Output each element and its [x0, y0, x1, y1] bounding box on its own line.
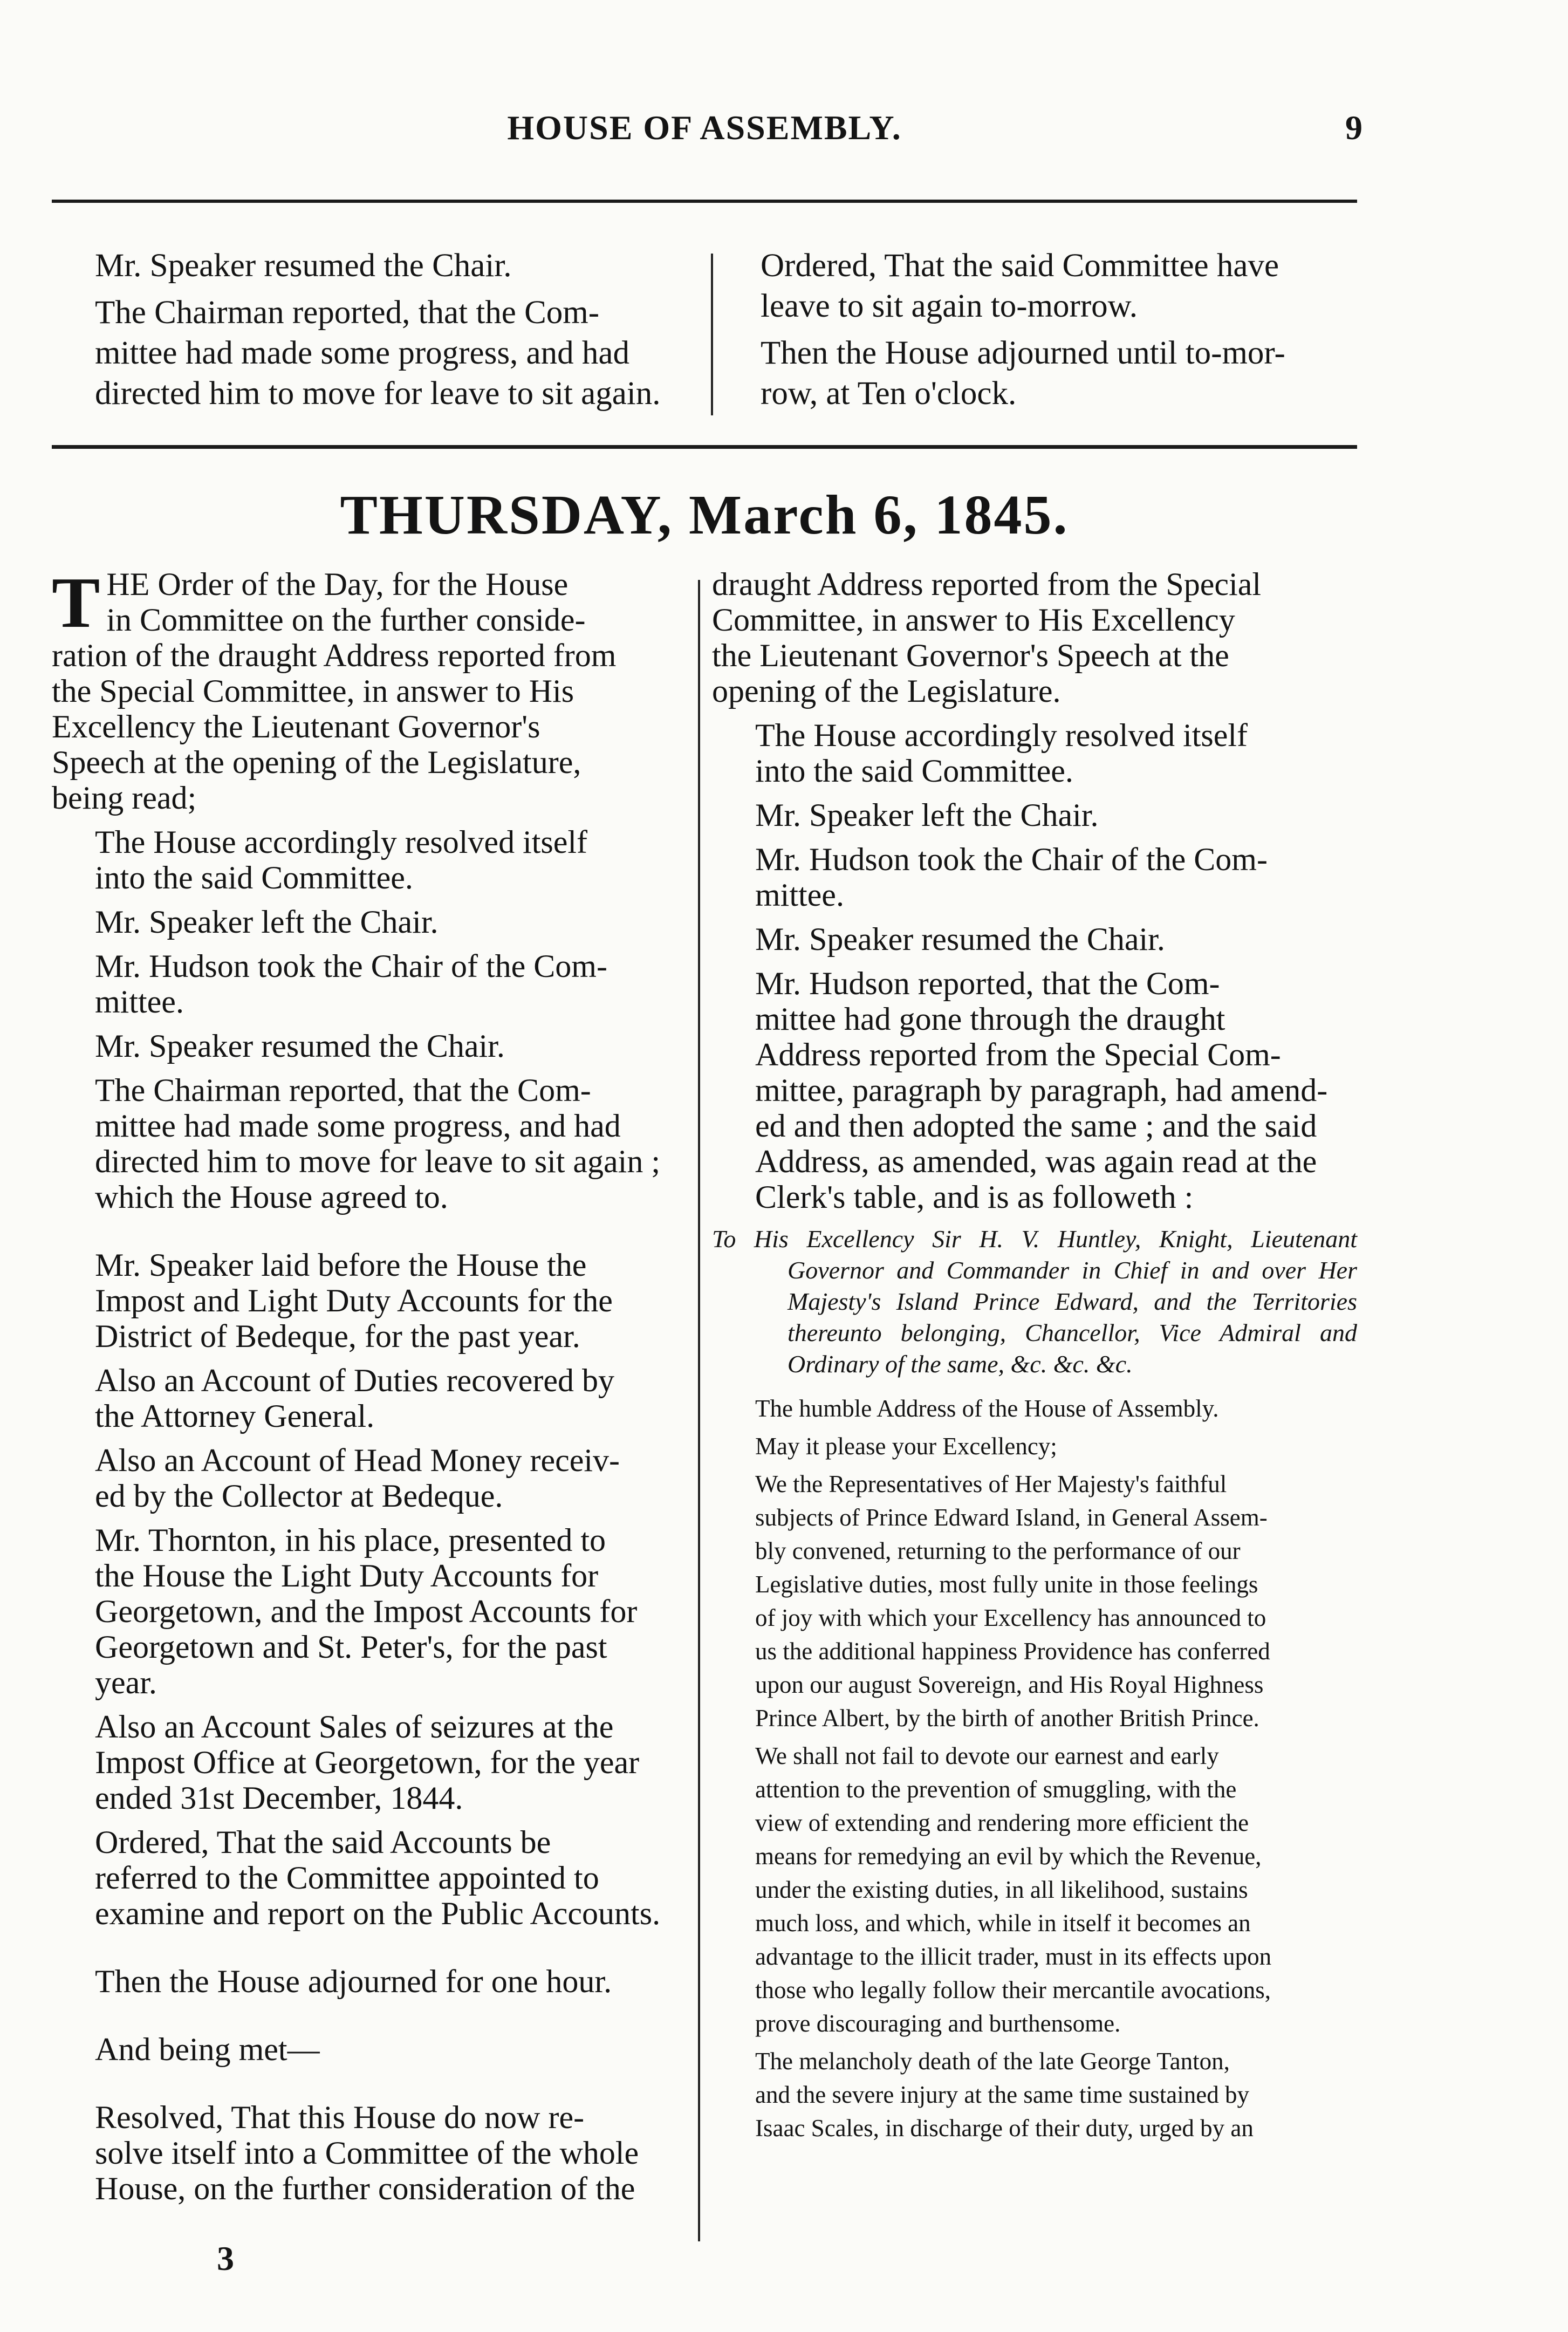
text-line: directed him to move for leave to sit again ; — [95, 1144, 661, 1179]
text-line: Mr. Thornton, in his place, presented to — [95, 1522, 606, 1558]
text-line: Excellency the Lieutenant Governor's — [52, 709, 540, 744]
text-line: Mr. Hudson reported, that the Com- — [755, 966, 1220, 1001]
paragraph — [712, 566, 1357, 709]
text-line: And being met— — [95, 2032, 320, 2067]
text-line: House, on the further consideration of the — [95, 2171, 635, 2206]
text-line: District of Bedeque, for the past year. — [95, 1318, 580, 1354]
text-line: The House accordingly resolved itself — [95, 824, 588, 860]
paragraph — [52, 1028, 691, 1064]
text-line: advantage to the illicit trader, must in its effects upon — [755, 1943, 1272, 1970]
paragraph — [52, 948, 691, 1020]
address-paragraph — [712, 1739, 1357, 2040]
text-line: Impost Office at Georgetown, for the year — [95, 1745, 640, 1780]
text-line: mittee. — [755, 877, 844, 913]
text-line: mittee, paragraph by paragraph, had amend- — [755, 1072, 1328, 1108]
text-line: and the severe injury at the same time sustained by — [755, 2081, 1249, 2108]
text-line: those who legally follow their mercantile avocations, — [755, 1977, 1271, 2003]
text-line: Ordered, That the said Committee have — [761, 248, 1279, 284]
text-line: means for remedying an evil by which the Revenue, — [755, 1843, 1262, 1870]
address-paragraph — [712, 1467, 1357, 1735]
text-line: Mr. Speaker left the Chair. — [755, 797, 1099, 833]
text-line: Mr. Speaker left the Chair. — [95, 904, 439, 940]
text-line: directed him to move for leave to sit again. — [95, 375, 661, 412]
text-line: subjects of Prince Edward Island, in General Assem- — [755, 1504, 1268, 1531]
text-line: Mr. Speaker resumed the Chair. — [95, 1028, 505, 1064]
text-line: solve itself into a Committee of the whole — [95, 2135, 639, 2171]
paragraph — [52, 245, 710, 286]
text-line: Speech at the opening of the Legislature, — [52, 744, 581, 780]
text-line: opening of the Legislature. — [712, 673, 1061, 709]
text-line: much loss, and which, while in itself it becomes an — [755, 1910, 1251, 1937]
text-line: prove discouraging and burthensome. — [755, 2010, 1121, 2037]
text-line: Georgetown and St. Peter's, for the past — [95, 1629, 607, 1665]
text-line: Mr. Hudson took the Chair of the Com- — [95, 948, 607, 984]
text-line: Legislative duties, most fully unite in those feelings — [755, 1571, 1258, 1598]
paragraph — [52, 2100, 691, 2206]
text-line: being read; — [52, 780, 197, 816]
paragraph — [52, 1964, 691, 1999]
address-body — [712, 1392, 1357, 2145]
text-line: in Committee on the further conside- — [106, 602, 586, 638]
paragraph — [712, 921, 1357, 957]
text-line: We shall not fail to devote our earnest and early — [755, 1742, 1219, 1769]
text-line: Committee, in answer to His Excellency — [712, 602, 1235, 638]
text-line: Resolved, That this House do now re- — [95, 2100, 585, 2135]
text-line: mittee had made some progress, and had — [95, 1108, 621, 1144]
text-line: Also an Account of Duties recovered by — [95, 1363, 615, 1398]
text-line: Georgetown, and the Impost Accounts for — [95, 1594, 638, 1629]
section-rule — [52, 445, 1357, 449]
text-line: The House accordingly resolved itself — [755, 717, 1248, 753]
text-line: draught Address reported from the Special — [712, 566, 1262, 602]
text-line: the Lieutenant Governor's Speech at the — [712, 638, 1229, 673]
text-line: which the House agreed to. — [95, 1179, 448, 1215]
text-line: bly convened, returning to the performance of our — [755, 1537, 1241, 1564]
paragraph — [717, 333, 1357, 414]
paragraph — [717, 245, 1357, 326]
text-line: Mr. Speaker resumed the Chair. — [755, 921, 1165, 957]
text-line: ration of the draught Address reported from — [52, 638, 617, 673]
paragraph — [52, 1709, 691, 1816]
text-line: Then the House adjourned for one hour. — [95, 1964, 612, 1999]
text-line: We the Representatives of Her Majesty's faithful — [755, 1471, 1227, 1497]
text-line: Prince Albert, by the birth of another British Prince. — [755, 1705, 1259, 1732]
text-line: of joy with which your Excellency has announced to — [755, 1604, 1266, 1631]
previous-day-right-column — [717, 245, 1357, 420]
drop-cap: T — [52, 563, 100, 642]
paragraph — [52, 1442, 691, 1514]
text-line: into the said Committee. — [755, 753, 1073, 789]
text-line: mittee had gone through the draught — [755, 1001, 1225, 1037]
text-line: the Special Committee, in answer to His — [52, 673, 574, 709]
text-line: year. — [95, 1665, 157, 1700]
text-line: ed and then adopted the same ; and the said — [755, 1108, 1317, 1144]
text-line: mittee had made some progress, and had — [95, 335, 629, 371]
signature-mark: 3 — [217, 2239, 234, 2278]
main-right-column — [712, 566, 1357, 2149]
paragraph — [52, 2032, 691, 2067]
column-divider — [698, 580, 700, 2241]
text-line: row, at Ten o'clock. — [761, 375, 1017, 412]
text-line: Address, as amended, was again read at the — [755, 1144, 1317, 1179]
paragraph — [712, 842, 1357, 913]
text-line: Isaac Scales, in discharge of their duty, urged by an — [755, 2115, 1254, 2142]
paragraph — [52, 1522, 691, 1700]
text-line: Mr. Speaker laid before the House the — [95, 1247, 587, 1283]
text-line: Also an Account Sales of seizures at the — [95, 1709, 614, 1745]
paragraph — [52, 1247, 691, 1354]
opening-paragraph — [52, 563, 691, 816]
text-line: The Chairman reported, that the Com- — [95, 295, 600, 331]
main-left-column — [52, 563, 691, 2215]
paragraph — [52, 292, 710, 414]
text-line: into the said Committee. — [95, 860, 413, 895]
page-header — [52, 108, 1362, 156]
text-line: Mr. Speaker resumed the Chair. — [95, 248, 512, 284]
header-rule — [52, 200, 1357, 203]
address-paragraph — [712, 2044, 1357, 2145]
paragraph — [712, 797, 1357, 833]
address-salutation: To His Excellency Sir H. V. Huntley, Knight, Lieutenant Governor and Commander in Chief in and over Her Majesty's Island Prince Edward, and the Territories thereunto belonging, Chancellor, Vice Admiral and Ordinary of the same, &c. &c. &c. — [712, 1225, 1357, 1378]
text-line: examine and report on the Public Accounts. — [95, 1896, 661, 1931]
address-title: The humble Address of the House of Assembly. — [755, 1395, 1219, 1422]
column-divider — [711, 254, 713, 415]
text-line: upon our august Sovereign, and His Royal Highness — [755, 1671, 1264, 1698]
paragraph — [52, 1824, 691, 1931]
text-line: ed by the Collector at Bedeque. — [95, 1478, 503, 1514]
text-line: attention to the prevention of smuggling, with the — [755, 1776, 1237, 1803]
paragraph — [712, 966, 1357, 1215]
text-line: HE Order of the Day, for the House — [106, 566, 569, 602]
text-line: Then the House adjourned until to-mor- — [761, 335, 1285, 371]
text-line: Impost and Light Duty Accounts for the — [95, 1283, 613, 1318]
text-line: leave to sit again to-morrow. — [761, 288, 1138, 324]
text-line: mittee. — [95, 984, 184, 1020]
page-number: 9 — [1345, 108, 1362, 147]
paragraph — [712, 717, 1357, 789]
text-line: us the additional happiness Providence has conferred — [755, 1638, 1270, 1665]
previous-day-left-column — [52, 245, 710, 420]
text-line: view of extending and rendering more efficient the — [755, 1809, 1249, 1836]
paragraph — [52, 904, 691, 940]
day-heading: THURSDAY, March 6, 1845. — [340, 484, 1069, 546]
text-line: ended 31st December, 1844. — [95, 1780, 463, 1816]
text-line: The melancholy death of the late George Tanton, — [755, 2048, 1230, 2075]
text-line: Ordered, That the said Accounts be — [95, 1824, 551, 1860]
text-line: Mr. Hudson took the Chair of the Com- — [755, 842, 1268, 877]
running-title: HOUSE OF ASSEMBLY. — [507, 108, 902, 147]
text-line: Clerk's table, and is as followeth : — [755, 1179, 1194, 1215]
paragraph — [52, 1363, 691, 1434]
address-greeting: May it please your Excellency; — [755, 1433, 1057, 1460]
text-line: the Attorney General. — [95, 1398, 375, 1434]
text-line: the House the Light Duty Accounts for — [95, 1558, 599, 1594]
text-line: Also an Account of Head Money receiv- — [95, 1442, 620, 1478]
paragraph — [52, 1072, 691, 1215]
paragraph — [52, 824, 691, 895]
text-line: Address reported from the Special Com- — [755, 1037, 1281, 1072]
text-line: under the existing duties, in all likelihood, sustains — [755, 1876, 1248, 1903]
text-line: The Chairman reported, that the Com- — [95, 1072, 591, 1108]
text-line: referred to the Committee appointed to — [95, 1860, 599, 1896]
